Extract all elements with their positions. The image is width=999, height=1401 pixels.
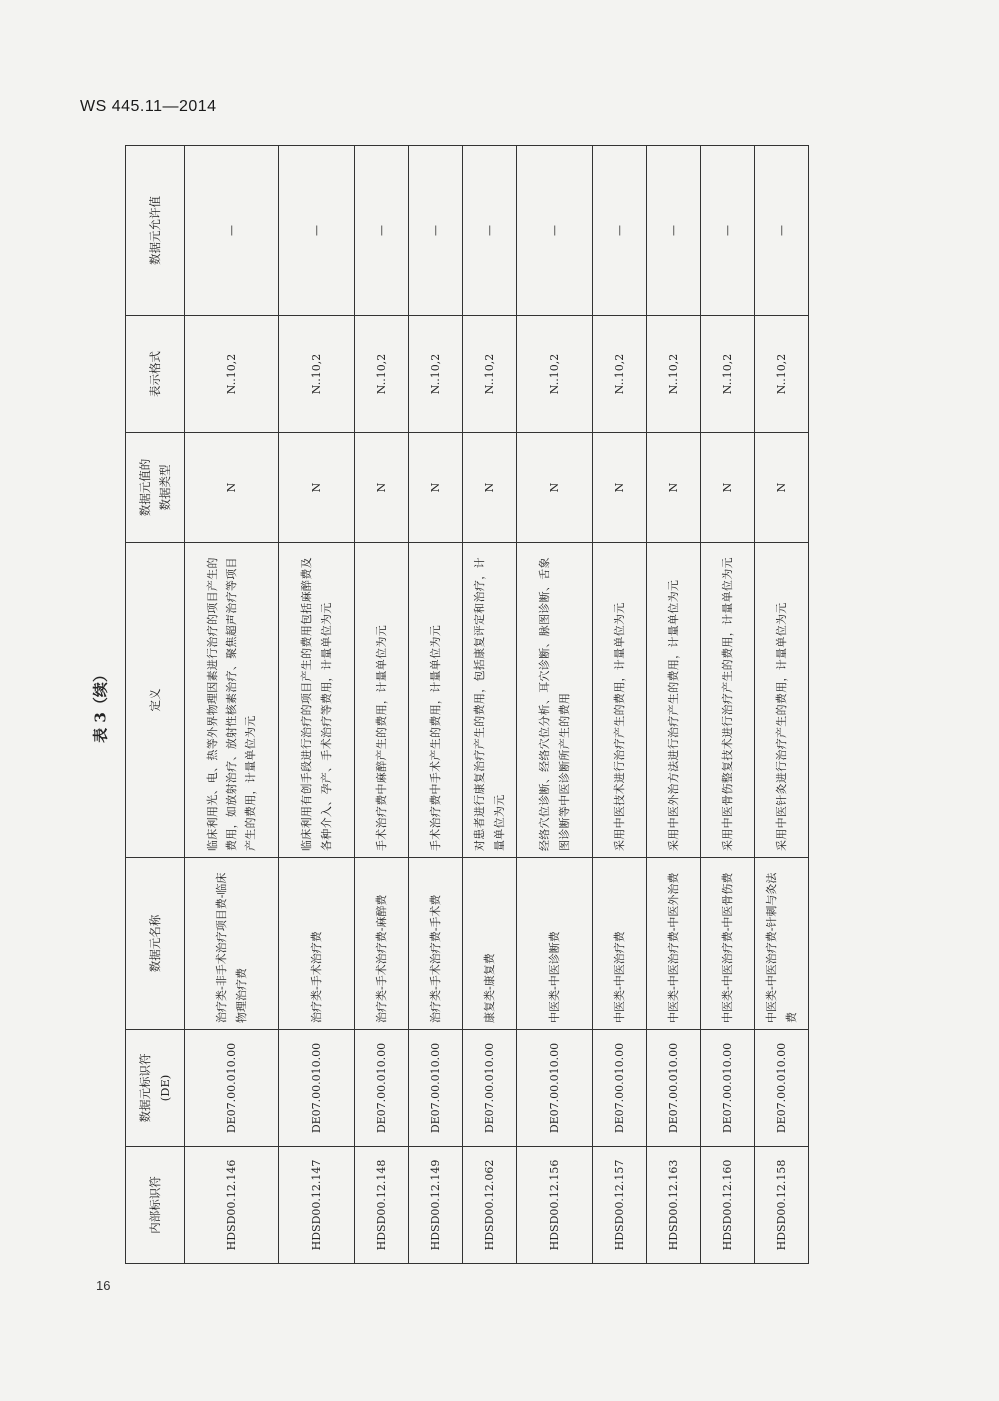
internal-id-cell: HDSD00.12.147 <box>279 1147 355 1264</box>
de-id-cell: DE07.00.010.00 <box>647 1030 701 1147</box>
element-name-cell: 治疗类-手术治疗费-麻醉费 <box>355 858 409 1030</box>
data-type-cell: N <box>755 433 809 543</box>
definition-cell: 采用中医针灸进行治疗产生的费用，计量单位为元 <box>755 543 809 858</box>
table-row <box>593 146 647 1264</box>
data-type-cell: N <box>517 433 593 543</box>
definition-cell: 对患者进行康复治疗产生的费用，包括康复评定和治疗，计量单位为元 <box>463 543 517 858</box>
de-id-cell: DE07.00.010.00 <box>409 1030 463 1147</box>
internal-id-cell: HDSD00.12.146 <box>185 1147 279 1264</box>
definition-cell: 采用中医技术进行治疗产生的费用，计量单位为元 <box>593 543 647 858</box>
data-type-cell: N <box>355 433 409 543</box>
format-cell: N..10,2 <box>279 316 355 433</box>
de-id-cell: DE07.00.010.00 <box>517 1030 593 1147</box>
data-type-cell: N <box>409 433 463 543</box>
allowed-value-cell: — <box>355 146 409 316</box>
de-id-cell: DE07.00.010.00 <box>701 1030 755 1147</box>
definition-cell: 经络穴位诊断、经络穴位分析、耳穴诊断、脉图诊断、舌象图诊断等中医诊断所产生的费用 <box>517 543 593 858</box>
internal-id-cell: HDSD00.12.149 <box>409 1147 463 1264</box>
element-name-cell: 中医类-中医治疗费-中医骨伤费 <box>701 858 755 1030</box>
de-id-cell: DE07.00.010.00 <box>279 1030 355 1147</box>
column-header: 内部标识符 <box>126 1147 185 1264</box>
de-id-cell: DE07.00.010.00 <box>463 1030 517 1147</box>
table-row <box>185 146 279 1264</box>
allowed-value-cell: — <box>409 146 463 316</box>
format-cell: N..10,2 <box>409 316 463 433</box>
data-type-cell: N <box>647 433 701 543</box>
table-row <box>517 146 593 1264</box>
element-name-cell: 中医类-中医治疗费-中医外治费 <box>647 858 701 1030</box>
data-type-cell: N <box>279 433 355 543</box>
definition-cell: 临床利用有创手段进行治疗的项目产生的费用包括麻醉费及各种介入、孕产、手术治疗等费用，计量单位为元 <box>279 543 355 858</box>
table-row <box>409 146 463 1264</box>
data-type-cell: N <box>701 433 755 543</box>
format-cell: N..10,2 <box>185 316 279 433</box>
table-row <box>463 146 517 1264</box>
data-type-cell: N <box>463 433 517 543</box>
column-header: 数据元值的 数据类型 <box>126 433 185 543</box>
format-cell: N..10,2 <box>755 316 809 433</box>
definition-cell: 手术治疗费中手术产生的费用，计量单位为元 <box>409 543 463 858</box>
internal-id-cell: HDSD00.12.157 <box>593 1147 647 1264</box>
format-cell: N..10,2 <box>355 316 409 433</box>
internal-id-cell: HDSD00.12.148 <box>355 1147 409 1264</box>
format-cell: N..10,2 <box>517 316 593 433</box>
data-element-table <box>125 145 809 1264</box>
table-row <box>755 146 809 1264</box>
de-id-cell: DE07.00.010.00 <box>593 1030 647 1147</box>
definition-cell: 临床利用光、电、热等外界物理因素进行治疗的项目产生的费用，如放射治疗、放射性核素治疗、聚焦超声治疗等项目产生的费用，计量单位为元 <box>185 543 279 858</box>
definition-cell: 手术治疗费中麻醉产生的费用，计量单位为元 <box>355 543 409 858</box>
table-caption: 表 3（续） <box>91 667 110 743</box>
standard-code-header: WS 445.11—2014 <box>80 98 217 115</box>
format-cell: N..10,2 <box>647 316 701 433</box>
element-name-cell: 中医类-中医治疗费 <box>593 858 647 1030</box>
data-type-cell: N <box>593 433 647 543</box>
column-header: 数据元标识符 (DE) <box>126 1030 185 1147</box>
internal-id-cell: HDSD00.12.062 <box>463 1147 517 1264</box>
element-name-cell: 治疗类-手术治疗费 <box>279 858 355 1030</box>
data-type-cell: N <box>185 433 279 543</box>
format-cell: N..10,2 <box>701 316 755 433</box>
column-header: 数据元名称 <box>126 858 185 1030</box>
table-row <box>701 146 755 1264</box>
format-cell: N..10,2 <box>463 316 517 433</box>
de-id-cell: DE07.00.010.00 <box>755 1030 809 1147</box>
allowed-value-cell: — <box>647 146 701 316</box>
column-header: 定义 <box>126 543 185 858</box>
rotated-table-frame <box>125 146 807 1264</box>
internal-id-cell: HDSD00.12.156 <box>517 1147 593 1264</box>
page-number: 16 <box>96 1278 111 1293</box>
de-id-cell: DE07.00.010.00 <box>185 1030 279 1147</box>
element-name-cell: 康复类-康复费 <box>463 858 517 1030</box>
format-cell: N..10,2 <box>593 316 647 433</box>
column-header: 数据元允许值 <box>126 146 185 316</box>
table-row <box>647 146 701 1264</box>
internal-id-cell: HDSD00.12.163 <box>647 1147 701 1264</box>
column-header: 表示格式 <box>126 316 185 433</box>
allowed-value-cell: — <box>185 146 279 316</box>
allowed-value-cell: — <box>463 146 517 316</box>
table-header-row <box>126 146 185 1264</box>
allowed-value-cell: — <box>517 146 593 316</box>
definition-cell: 采用中医外治方法进行治疗产生的费用，计量单位为元 <box>647 543 701 858</box>
table-row <box>355 146 409 1264</box>
allowed-value-cell: — <box>701 146 755 316</box>
element-name-cell: 中医类-中医诊断费 <box>517 858 593 1030</box>
internal-id-cell: HDSD00.12.160 <box>701 1147 755 1264</box>
allowed-value-cell: — <box>755 146 809 316</box>
internal-id-cell: HDSD00.12.158 <box>755 1147 809 1264</box>
de-id-cell: DE07.00.010.00 <box>355 1030 409 1147</box>
allowed-value-cell: — <box>593 146 647 316</box>
element-name-cell: 治疗类-非手术治疗项目费-临床物理治疗费 <box>185 858 279 1030</box>
element-name-cell: 治疗类-手术治疗费-手术费 <box>409 858 463 1030</box>
definition-cell: 采用中医骨伤整复技术进行治疗产生的费用，计量单位为元 <box>701 543 755 858</box>
element-name-cell: 中医类-中医治疗费-针刺与灸法费 <box>755 858 809 1030</box>
allowed-value-cell: — <box>279 146 355 316</box>
table-row <box>279 146 355 1264</box>
